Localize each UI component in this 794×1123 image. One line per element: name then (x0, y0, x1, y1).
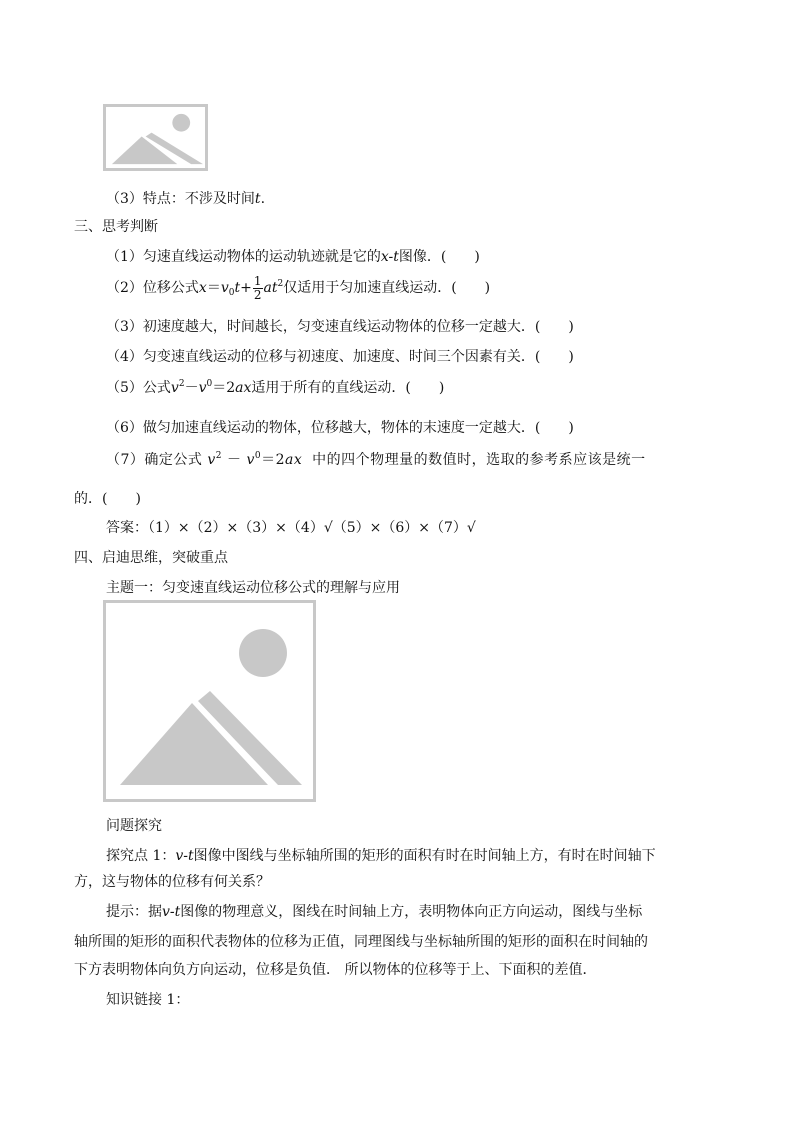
knowledge-link-1: 知识链接 1： (106, 992, 190, 1008)
section-heading-3: 三、思考判断 (74, 219, 158, 235)
question-3: （3）初速度越大，时间越长，匀变速直线运动物体的位移一定越大．( ) (106, 319, 574, 335)
explore-title: 问题探究 (106, 818, 162, 834)
topic-1-heading: 主题一：匀变速直线运动位移公式的理解与应用 (106, 580, 400, 596)
question-4: （4）匀变速直线运动的位移与初速度、加速度、时间三个因素有关．( ) (106, 349, 574, 365)
question-6: （6）做匀加速直线运动的物体，位移越大，物体的末速度一定越大．( ) (106, 420, 574, 436)
hint-line-1: 提示：据v-t图像的物理意义，图线在时间轴上方，表明物体向正方向运动，图线与坐标 (106, 904, 643, 920)
hint-line-2: 轴所围的矩形的面积代表物体的位移为正值，同理图线与坐标轴所围的矩形的面积在时间轴的 (74, 934, 648, 950)
feature-line: （3）特点：不涉及时间t. (106, 191, 266, 207)
question-7-continued: 的．( ) (74, 491, 141, 507)
image-placeholder-small (103, 104, 208, 171)
section-heading-4: 四、启迪思维，突破重点 (74, 550, 228, 566)
explore-point-1-continued: 方，这与物体的位移有何关系？ (74, 874, 270, 890)
question-7: （7）确定公式 $v^2 - v^0=2ax$ 中的四个物理量的数值时，选取的参考系应该是统一 (106, 451, 646, 468)
hint-line-3: 下方表明物体向负方向运动，位移是负值． 所以物体的位移等于上、下面积的差值． (74, 962, 597, 978)
question-5: （5）公式$v^2-v^0=2ax$适用于所有的直线运动．( ) (106, 379, 445, 396)
explore-point-1: 探究点 1：v-t图像中图线与坐标轴所围的矩形的面积有时在时间轴上方，有时在时间轴下 (106, 848, 656, 864)
fraction-one-half: $\frac{1}{2}$ (253, 273, 262, 302)
question-1: （1）匀速直线运动物体的运动轨迹就是它的x-t图像．( ) (106, 249, 480, 265)
image-placeholder-icon (106, 603, 313, 799)
image-placeholder-large (103, 600, 316, 802)
question-2: （2）位移公式$x=v_0t+$ $\frac{1}{2}$ $at^2$仅适用于匀加速直线运动．( ) (106, 273, 491, 302)
answer-line: 答案：（1）×（2）×（3）×（4）√（5）×（6）×（7）√ (106, 520, 476, 536)
image-placeholder-icon (106, 107, 205, 168)
